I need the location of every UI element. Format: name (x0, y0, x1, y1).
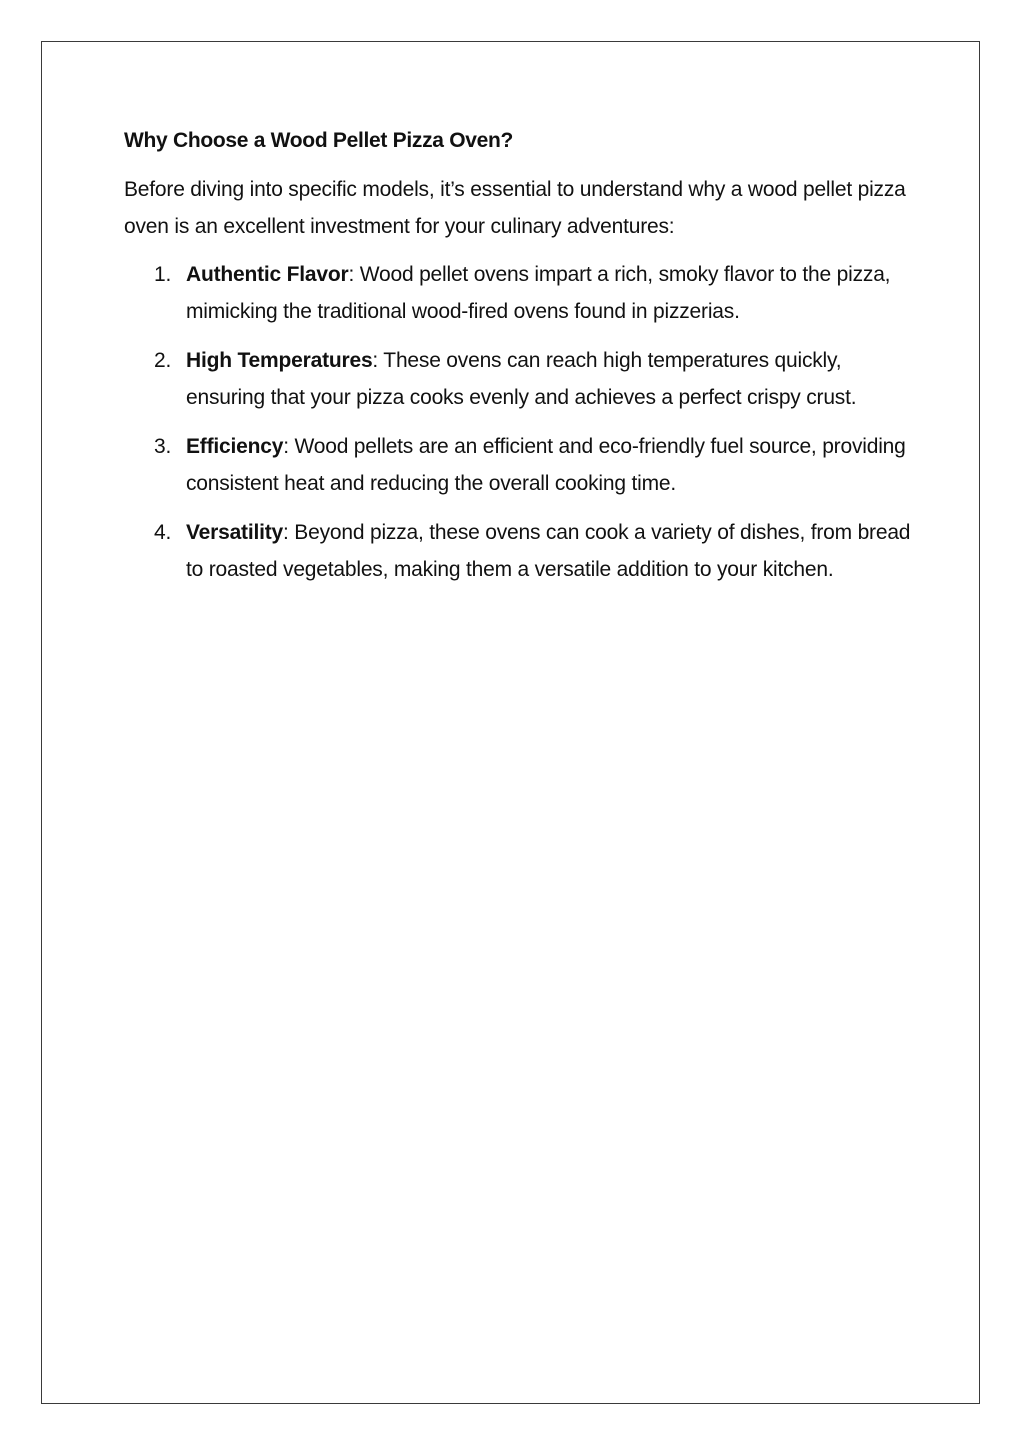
section-heading: Why Choose a Wood Pellet Pizza Oven? (124, 129, 514, 152)
list-item-text: : Wood pellets are an efficient and eco-friendly fuel source, providing consistent heat and reducing the overall cooking time. (186, 435, 906, 495)
list-item (124, 257, 914, 330)
list-number: 4. (154, 521, 172, 544)
list-item-term: Versatility (186, 521, 284, 544)
list-item-term: Authentic Flavor (186, 263, 349, 286)
list-item-term: High Temperatures (186, 349, 373, 372)
list-item (124, 515, 914, 588)
intro-paragraph: Before diving into specific models, it’s essential to understand why a wood pellet pizza oven is an excellent investment for your culinary adventures: (124, 178, 906, 238)
list-item (124, 343, 914, 416)
document-body (124, 124, 914, 601)
list-item-term: Efficiency (186, 435, 284, 458)
list-number: 3. (154, 435, 172, 458)
list-number: 2. (154, 349, 172, 372)
reasons-list (124, 257, 914, 588)
list-item-text: : Beyond pizza, these ovens can cook a variety of dishes, from bread to roasted vegetables, making them a versatile addition to your kitchen. (186, 521, 911, 581)
list-item-text: : These ovens can reach high temperatures quickly, ensuring that your pizza cooks evenly and achieves a perfect crispy crust. (186, 349, 857, 409)
list-item-text: : Wood pellet ovens impart a rich, smoky flavor to the pizza, mimicking the traditional wood-fired ovens found in pizzerias. (186, 263, 891, 323)
list-item (124, 429, 914, 502)
list-number: 1. (154, 263, 172, 286)
